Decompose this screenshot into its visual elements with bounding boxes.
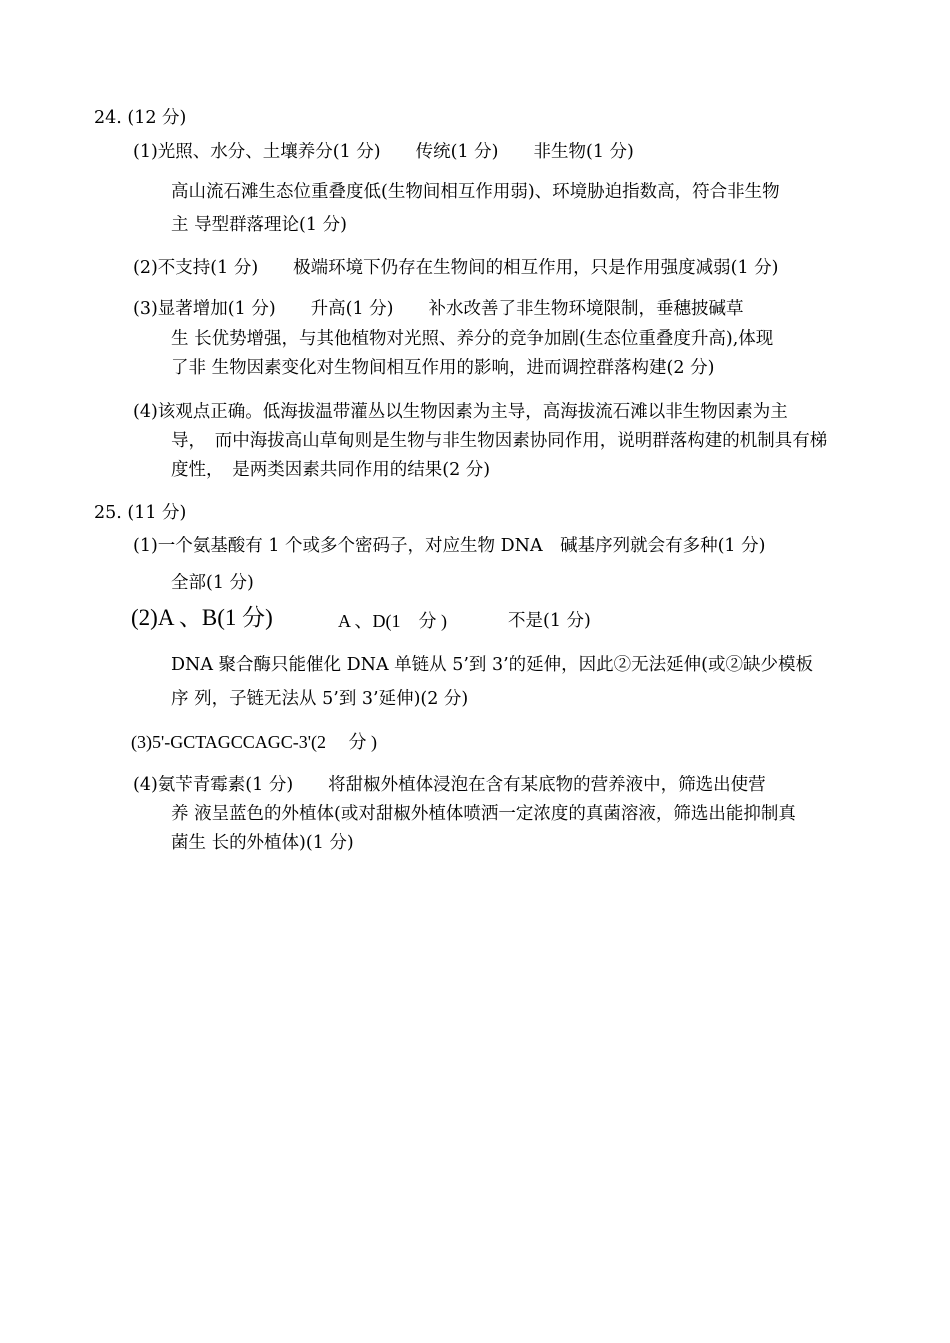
q24-part4-line2: 导， 而中海拔高山草甸则是生物与非生物因素协同作用，说明群落构建的机制具有梯 [171, 431, 828, 451]
q25-part1-line1: (1)一个氨基酸有 1 个或多个密码子，对应生物 DNA 碱基序列就会有多种(1 分) [133, 536, 766, 556]
q24-part4-line1: (4)该观点正确。低海拔温带灌丛以生物因素为主导，高海拔流石滩以非生物因素为主 [133, 402, 788, 422]
q25-part4-line2: 养 液呈蓝色的外植体(或对甜椒外植体喷洒一定浓度的真菌溶液，筛选出能抑制真 [171, 804, 796, 824]
q24-part1-line2: 高山流石滩生态位重叠度低(生物间相互作用弱)、环境胁迫指数高，符合非生物 [171, 182, 780, 202]
q24-part2-line1: (2)不支持(1 分) 极端环境下仍存在生物间的相互作用，只是作用强度减弱(1 分) [133, 258, 779, 278]
q24-part3-line1: (3)显著增加(1 分) 升高(1 分) 补水改善了非生物环境限制，垂穗披碱草 [133, 299, 744, 319]
q24-part3-line2: 生 长优势增强，与其他植物对光照、养分的竞争加剧(生态位重叠度升高),体现 [171, 329, 774, 349]
q24-part4-line3: 度性， 是两类因素共同作用的结果(2 分) [171, 460, 491, 480]
q24-part1-line1: (1)光照、水分、土壤养分(1 分) 传统(1 分) 非生物(1 分) [133, 142, 634, 162]
q25-part4-line3: 菌生 长的外植体)(1 分) [171, 833, 354, 853]
q25-part2-answer1: (2)A 、B(1 分) [131, 605, 273, 630]
q24-part1-line3: 主 导型群落理论(1 分) [171, 215, 347, 235]
q25-part2-line3: 序 列，子链无法从 5’到 3’延伸)(2 分) [171, 689, 469, 709]
q25-part2-answer2: A 、D(1 分 ) [338, 611, 447, 631]
q25-part4-line1: (4)氨苄青霉素(1 分) 将甜椒外植体浸泡在含有某底物的营养液中，筛选出使营 [133, 775, 766, 795]
q25-header: 25. (11 分) [94, 503, 187, 523]
q25-part3-line1: (3)5'-GCTAGCCAGC-3'(2 分 ) [131, 732, 378, 752]
q24-part3-line3: 了非 生物因素变化对生物间相互作用的影响，进而调控群落构建(2 分) [171, 358, 715, 378]
q25-part2-line2: DNA 聚合酶只能催化 DNA 单链从 5’到 3’的延伸，因此②无法延伸(或②缺少模板 [171, 655, 813, 675]
q24-header: 24. (12 分) [94, 108, 187, 128]
q25-part1-line2: 全部(1 分) [171, 573, 254, 593]
q25-part2-answer3: 不是(1 分) [508, 611, 591, 631]
